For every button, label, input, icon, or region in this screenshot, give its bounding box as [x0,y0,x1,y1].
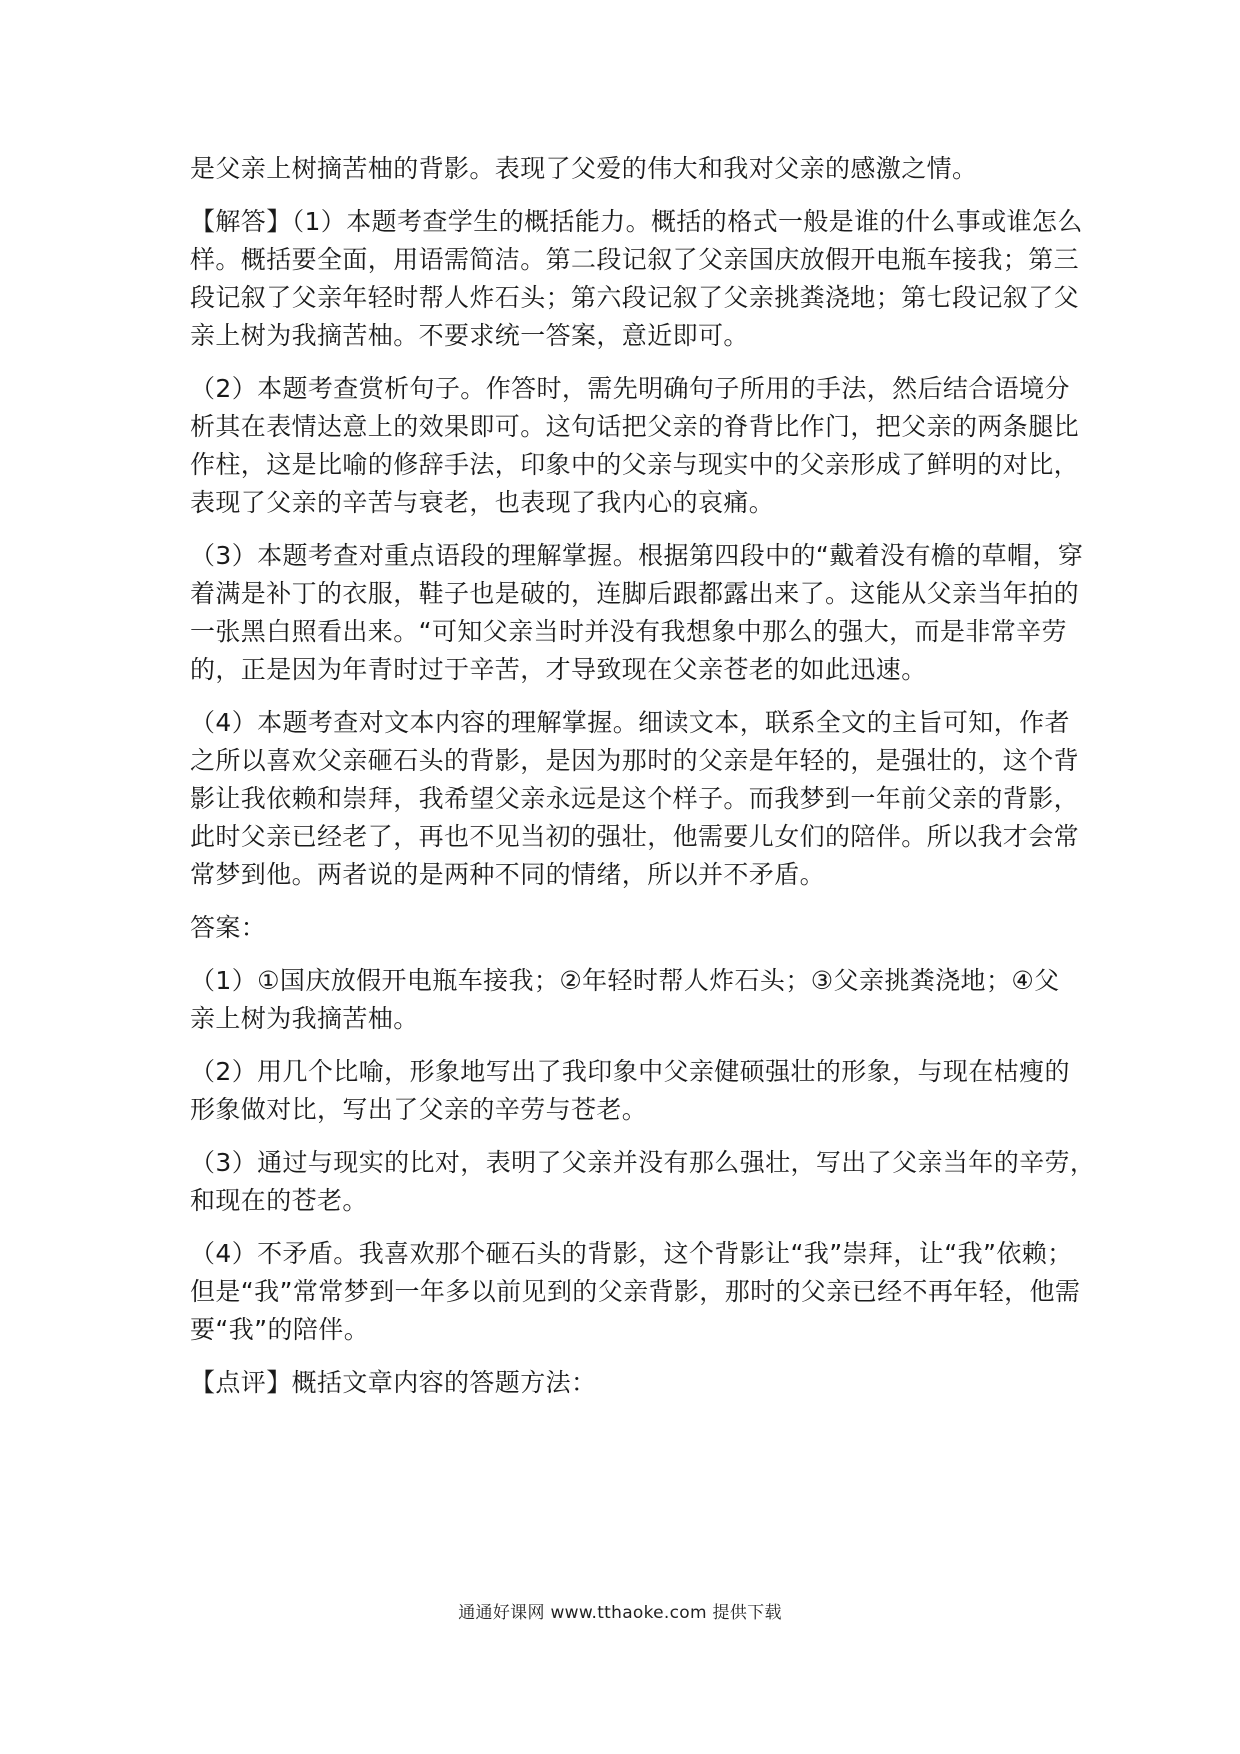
text-line: 一张黑白照看出来。“可知父亲当时并没有我想象中那么的强大，而是非常辛劳 [190,617,1067,646]
text-line: （3）本题考查对重点语段的理解掌握。根据第四段中的“戴着没有檐的草帽，穿 [190,541,1084,570]
text-line: （4）不矛盾。我喜欢那个砸石头的背影，这个背影让“我”崇拜，让“我”依赖； [190,1239,1073,1268]
text-line: 的，正是因为年青时过于辛苦，才导致现在父亲苍老的如此迅速。 [190,655,927,684]
text-line: 表现了父亲的辛苦与衰老，也表现了我内心的哀痛。 [190,488,775,517]
text-line: 【解答】（1）本题考查学生的概括能力。概括的格式一般是谁的什么事或谁怎么 [190,207,1083,236]
text-line: 和现在的苍老。 [190,1186,368,1215]
text-line: 段记叙了父亲年轻时帮人炸石头；第六段记叙了父亲挑粪浇地；第七段记叙了父 [190,283,1080,312]
text-line: 形象做对比，写出了父亲的辛劳与苍老。 [190,1095,648,1124]
text-line: （2）用几个比喻，形象地写出了我印象中父亲健硕强壮的形象，与现在枯瘦的 [190,1057,1070,1086]
text-line: （2）本题考查赏析句子。作答时，需先明确句子所用的手法，然后结合语境分 [190,374,1070,403]
text-line: （1）①国庆放假开电瓶车接我；②年轻时帮人炸石头；③父亲挑粪浇地；④父 [190,966,1060,995]
text-line: （3）通过与现实的比对，表明了父亲并没有那么强壮，写出了父亲当年的辛劳， [190,1148,1096,1177]
text-line: （4）本题考查对文本内容的理解掌握。细读文本，联系全文的主旨可知，作者 [190,708,1070,737]
text-line: 着满是补丁的衣服，鞋子也是破的，连脚后跟都露出来了。这能从父亲当年拍的 [190,579,1080,608]
text-line: 要“我”的陪伴。 [190,1315,370,1344]
answer-heading: 答案： [190,913,267,942]
text-line: 亲上树为我摘苦柚。 [190,1004,419,1033]
page-footer: 通通好课网 www.tthaoke.com 提供下载 [458,1603,782,1623]
text-line: 常梦到他。两者说的是两种不同的情绪，所以并不矛盾。 [190,860,826,889]
text-line: 影让我依赖和崇拜，我希望父亲永远是这个样子。而我梦到一年前父亲的背影， [190,784,1080,813]
text-line: 析其在表情达意上的效果即可。这句话把父亲的脊背比作门，把父亲的两条腿比 [190,412,1080,441]
comment-heading: 【点评】概括文章内容的答题方法： [190,1368,597,1397]
document-body [190,150,1096,1402]
text-line: 作柱，这是比喻的修辞手法，印象中的父亲与现实中的父亲形成了鲜明的对比， [190,450,1080,479]
text-line: 此时父亲已经老了，再也不见当初的强壮，他需要儿女们的陪伴。所以我才会常 [190,822,1080,851]
text-line: 但是“我”常常梦到一年多以前见到的父亲背影，那时的父亲已经不再年轻，他需 [190,1277,1081,1306]
text-line: 亲上树为我摘苦柚。不要求统一答案，意近即可。 [190,321,749,350]
text-line: 是父亲上树摘苦柚的背影。表现了父爱的伟大和我对父亲的感激之情。 [190,154,978,183]
text-line: 之所以喜欢父亲砸石头的背影，是因为那时的父亲是年轻的，是强壮的，这个背 [190,746,1080,775]
text-line: 样。概括要全面，用语需简洁。第二段记叙了父亲国庆放假开电瓶车接我；第三 [190,245,1080,274]
